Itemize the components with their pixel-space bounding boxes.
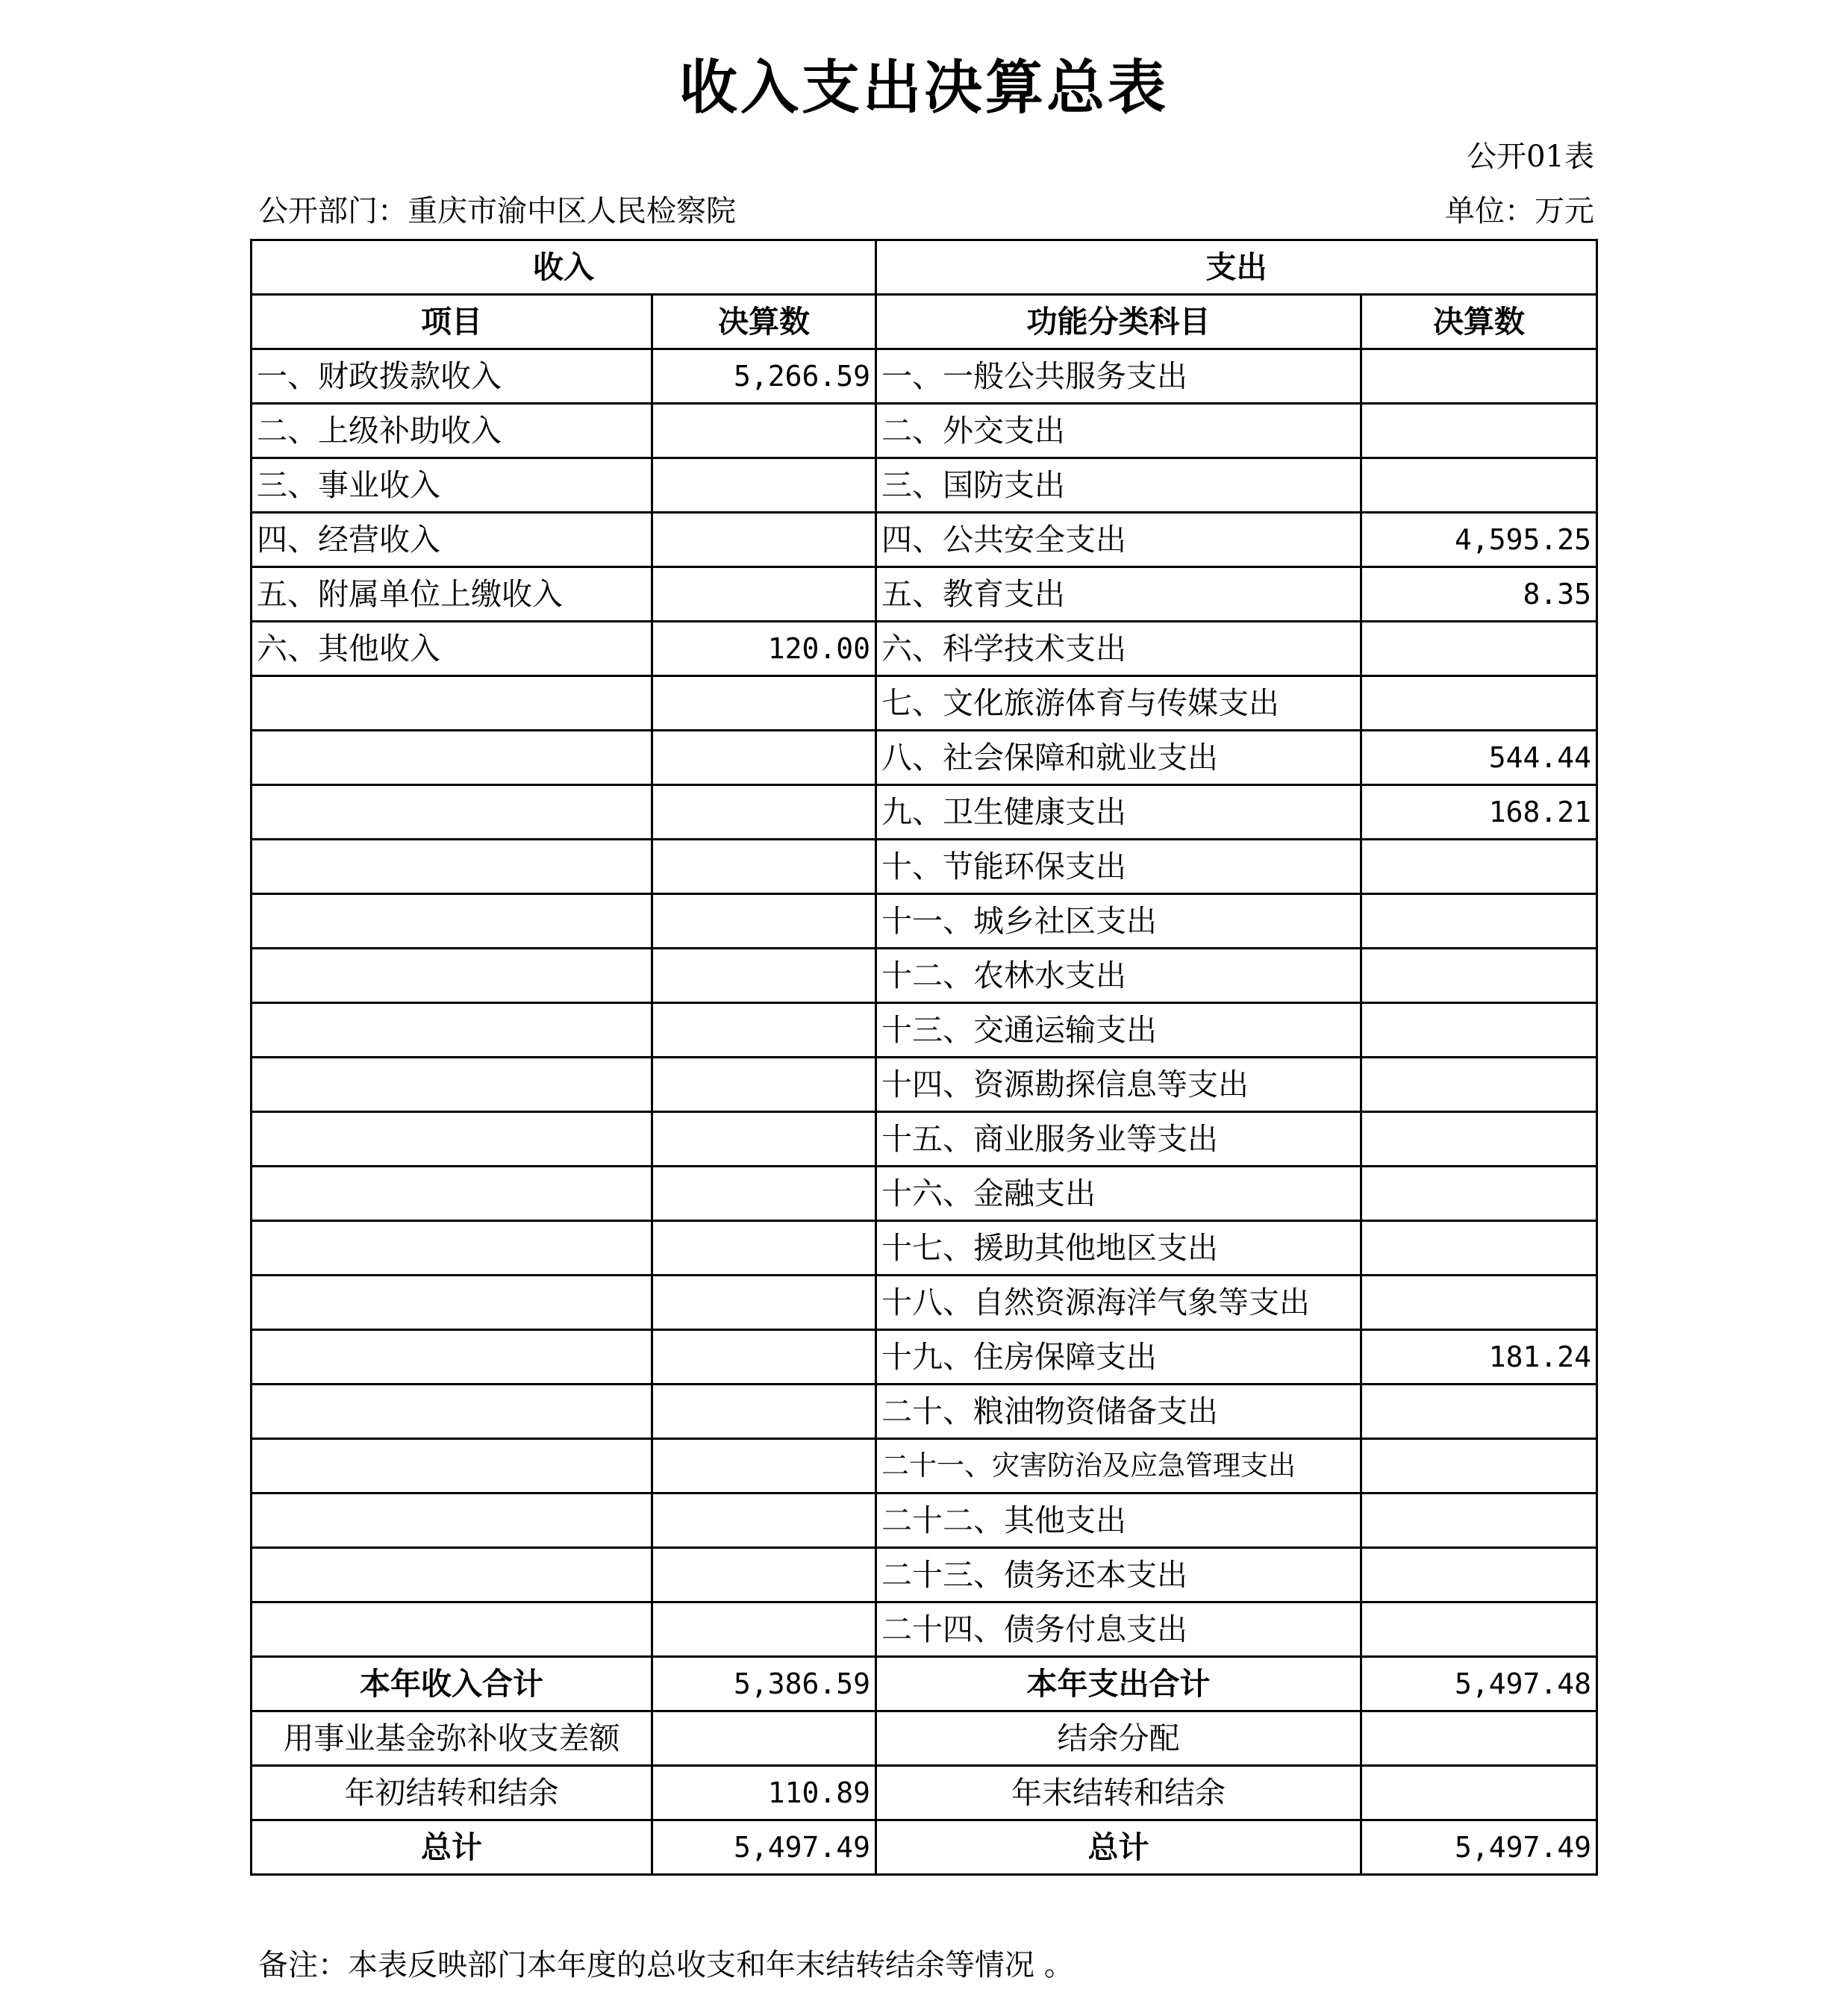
income-item-cell (252, 1602, 652, 1657)
summary-income-amount: 5,497.49 (652, 1820, 876, 1875)
income-item-cell (252, 676, 652, 731)
summary-income-label: 用事业基金弥补收支差额 (252, 1711, 652, 1766)
income-item-cell (252, 1385, 652, 1439)
expense-item-cell: 六、科学技术支出 (876, 622, 1361, 676)
table-row (252, 894, 1597, 949)
income-amount-cell (652, 458, 876, 513)
income-amount-cell (652, 840, 876, 894)
department-label: 公开部门：重庆市渝中区人民检察院 (258, 194, 736, 228)
expense-category-header: 功能分类科目 (876, 295, 1361, 349)
table-row (252, 349, 1597, 404)
income-item-cell: 四、经营收入 (252, 513, 652, 567)
expense-amount-cell (1361, 840, 1597, 894)
table-row (252, 1167, 1597, 1221)
expense-amount-cell: 8.35 (1361, 567, 1597, 622)
expense-amount-cell (1361, 949, 1597, 1003)
expense-amount-cell (1361, 458, 1597, 513)
table-row (252, 513, 1597, 567)
expense-item-cell: 一、一般公共服务支出 (876, 349, 1361, 404)
table-row (252, 731, 1597, 785)
summary-expense-label: 结余分配 (876, 1711, 1361, 1766)
summary-expense-amount (1361, 1766, 1597, 1820)
table-body (252, 349, 1597, 1875)
income-amount-cell (652, 1494, 876, 1548)
income-item-cell (252, 894, 652, 949)
expense-amount-cell (1361, 1058, 1597, 1112)
income-expense-table (250, 239, 1598, 1876)
summary-row (252, 1711, 1597, 1766)
summary-expense-amount (1361, 1711, 1597, 1766)
summary-expense-label: 总计 (876, 1820, 1361, 1875)
form-code: 公开01表 (1467, 140, 1594, 174)
summary-expense-label: 年末结转和结余 (876, 1766, 1361, 1820)
table-row (252, 840, 1597, 894)
income-item-cell: 一、财政拨款收入 (252, 349, 652, 404)
expense-amount-cell (1361, 404, 1597, 458)
table-row (252, 1439, 1597, 1494)
table-row (252, 1494, 1597, 1548)
expense-amount-cell: 168.21 (1361, 785, 1597, 840)
table-row (252, 567, 1597, 622)
income-amount-cell (652, 1058, 876, 1112)
income-item-cell (252, 1439, 652, 1494)
expense-item-cell: 十三、交通运输支出 (876, 1003, 1361, 1058)
expense-item-cell: 二十二、其他支出 (876, 1494, 1361, 1548)
table-row (252, 1330, 1597, 1385)
table-row (252, 1058, 1597, 1112)
income-amount-cell (652, 731, 876, 785)
income-item-cell (252, 785, 652, 840)
table-row (252, 785, 1597, 840)
expense-item-cell: 十六、金融支出 (876, 1167, 1361, 1221)
summary-expense-label: 本年支出合计 (876, 1657, 1361, 1711)
expense-amount-cell (1361, 894, 1597, 949)
income-item-header: 项目 (252, 295, 652, 349)
income-amount-cell (652, 1439, 876, 1494)
income-item-cell (252, 840, 652, 894)
income-item-cell (252, 731, 652, 785)
summary-row (252, 1657, 1597, 1711)
income-item-cell: 五、附属单位上缴收入 (252, 567, 652, 622)
expense-amount-cell: 181.24 (1361, 1330, 1597, 1385)
income-amount-cell (652, 1167, 876, 1221)
expense-item-cell: 十四、资源勘探信息等支出 (876, 1058, 1361, 1112)
header-row-columns (252, 295, 1597, 349)
income-amount-cell (652, 1385, 876, 1439)
summary-expense-amount: 5,497.48 (1361, 1657, 1597, 1711)
income-amount-cell (652, 567, 876, 622)
table-row (252, 676, 1597, 731)
unit-label: 单位：万元 (1445, 194, 1594, 228)
income-amount-cell (652, 894, 876, 949)
expense-item-cell: 十一、城乡社区支出 (876, 894, 1361, 949)
page-title: 收入支出决算总表 (678, 54, 1169, 122)
income-amount-cell (652, 785, 876, 840)
table-row (252, 622, 1597, 676)
income-amount-cell (652, 1602, 876, 1657)
table-row (252, 949, 1597, 1003)
expense-amount-cell (1361, 349, 1597, 404)
summary-income-label: 总计 (252, 1820, 652, 1875)
table-row (252, 1548, 1597, 1602)
income-item-cell (252, 1112, 652, 1167)
income-item-cell (252, 1276, 652, 1330)
expense-item-cell: 十五、商业服务业等支出 (876, 1112, 1361, 1167)
expense-section-header: 支出 (876, 240, 1597, 295)
expense-item-cell: 三、国防支出 (876, 458, 1361, 513)
income-amount-cell: 5,266.59 (652, 349, 876, 404)
table-row (252, 1385, 1597, 1439)
header-row-sections (252, 240, 1597, 295)
table-row (252, 404, 1597, 458)
expense-amount-cell (1361, 1494, 1597, 1548)
income-item-cell: 六、其他收入 (252, 622, 652, 676)
income-amount-cell (652, 1276, 876, 1330)
expense-amount-cell: 544.44 (1361, 731, 1597, 785)
expense-item-cell: 四、公共安全支出 (876, 513, 1361, 567)
expense-amount-header: 决算数 (1361, 295, 1597, 349)
income-item-cell (252, 1548, 652, 1602)
income-section-header: 收入 (252, 240, 876, 295)
income-item-cell (252, 1003, 652, 1058)
expense-item-cell: 九、卫生健康支出 (876, 785, 1361, 840)
expense-amount-cell (1361, 1385, 1597, 1439)
expense-amount-cell (1361, 1112, 1597, 1167)
expense-amount-cell: 4,595.25 (1361, 513, 1597, 567)
table-row (252, 1602, 1597, 1657)
income-amount-cell (652, 1003, 876, 1058)
summary-income-amount: 5,386.59 (652, 1657, 876, 1711)
expense-item-cell: 二十、粮油物资储备支出 (876, 1385, 1361, 1439)
income-item-cell (252, 1058, 652, 1112)
income-amount-cell (652, 1112, 876, 1167)
summary-income-label: 年初结转和结余 (252, 1766, 652, 1820)
summary-row (252, 1766, 1597, 1820)
income-amount-cell (652, 1221, 876, 1276)
income-amount-cell (652, 949, 876, 1003)
expense-item-cell: 五、教育支出 (876, 567, 1361, 622)
income-item-cell (252, 1330, 652, 1385)
table-row (252, 1276, 1597, 1330)
expense-item-cell: 二、外交支出 (876, 404, 1361, 458)
summary-income-amount: 110.89 (652, 1766, 876, 1820)
expense-amount-cell (1361, 622, 1597, 676)
footnote: 备注：本表反映部门本年度的总收支和年末结转结余等情况 。 (258, 1948, 1074, 1982)
table-row (252, 458, 1597, 513)
summary-expense-amount: 5,497.49 (1361, 1820, 1597, 1875)
expense-item-cell: 八、社会保障和就业支出 (876, 731, 1361, 785)
summary-row (252, 1820, 1597, 1875)
expense-item-cell: 二十三、债务还本支出 (876, 1548, 1361, 1602)
income-item-cell (252, 1494, 652, 1548)
income-amount-cell (652, 513, 876, 567)
income-item-cell: 三、事业收入 (252, 458, 652, 513)
expense-item-cell: 十八、自然资源海洋气象等支出 (876, 1276, 1361, 1330)
expense-item-cell: 二十一、灾害防治及应急管理支出 (876, 1439, 1361, 1494)
table-row (252, 1112, 1597, 1167)
expense-item-cell: 十九、住房保障支出 (876, 1330, 1361, 1385)
expense-amount-cell (1361, 1167, 1597, 1221)
income-item-cell (252, 1221, 652, 1276)
income-item-cell (252, 949, 652, 1003)
income-item-cell (252, 1167, 652, 1221)
summary-income-label: 本年收入合计 (252, 1657, 652, 1711)
income-amount-cell (652, 404, 876, 458)
table-row (252, 1003, 1597, 1058)
income-amount-cell (652, 1548, 876, 1602)
table-row (252, 1221, 1597, 1276)
expense-item-cell: 十七、援助其他地区支出 (876, 1221, 1361, 1276)
expense-item-cell: 十、节能环保支出 (876, 840, 1361, 894)
expense-amount-cell (1361, 1439, 1597, 1494)
expense-amount-cell (1361, 1602, 1597, 1657)
summary-income-amount (652, 1711, 876, 1766)
expense-amount-cell (1361, 1003, 1597, 1058)
income-amount-header: 决算数 (652, 295, 876, 349)
expense-amount-cell (1361, 1548, 1597, 1602)
expense-item-cell: 十二、农林水支出 (876, 949, 1361, 1003)
income-amount-cell (652, 1330, 876, 1385)
income-amount-cell: 120.00 (652, 622, 876, 676)
expense-item-cell: 七、文化旅游体育与传媒支出 (876, 676, 1361, 731)
income-amount-cell (652, 676, 876, 731)
expense-amount-cell (1361, 1221, 1597, 1276)
expense-amount-cell (1361, 1276, 1597, 1330)
expense-item-cell: 二十四、债务付息支出 (876, 1602, 1361, 1657)
income-item-cell: 二、上级补助收入 (252, 404, 652, 458)
expense-amount-cell (1361, 676, 1597, 731)
